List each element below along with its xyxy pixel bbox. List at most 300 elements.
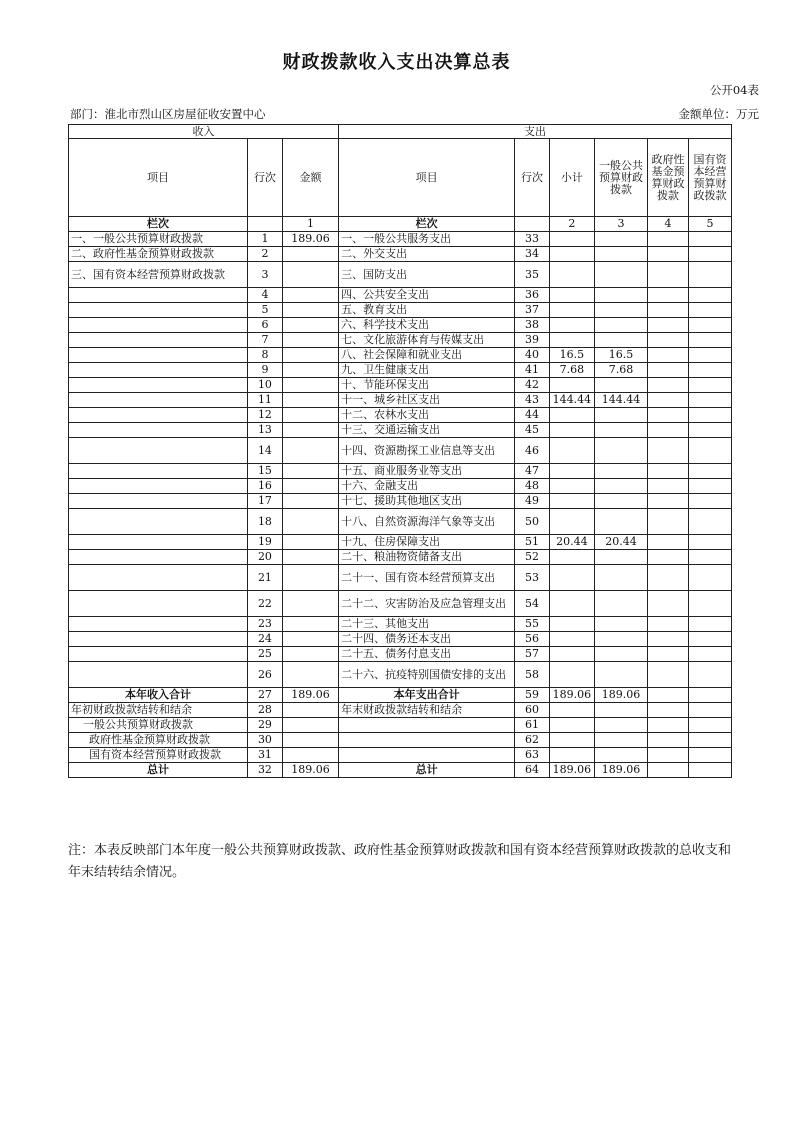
expense-row-no: 42 [515,378,550,393]
table-row [69,703,732,718]
income-item [69,617,248,632]
expense-item: 二十二、灾害防治及应急管理支出 [339,591,515,617]
table-row [69,464,732,479]
expense-row-no: 63 [515,748,550,763]
expense-item: 十一、城乡社区支出 [339,393,515,408]
income-amount [282,363,338,378]
gov-fund-amount [648,550,689,565]
gen-budget-amount: 7.68 [594,363,647,378]
gen-budget-amount [594,408,647,423]
income-amount [282,438,338,464]
state-capital-amount [688,408,731,423]
expense-row-no: 38 [515,318,550,333]
gov-fund-amount [648,763,689,778]
income-item [69,479,248,494]
income-item: 三、国有资本经营预算财政拨款 [69,262,248,288]
table-row [69,333,732,348]
gov-fund-amount [648,703,689,718]
expense-subtotal: 16.5 [549,348,594,363]
income-row-no: 12 [248,408,283,423]
state-capital-amount [688,464,731,479]
state-capital-amount [688,535,731,550]
expense-item: 二十、粮油物资储备支出 [339,550,515,565]
expense-subtotal [549,703,594,718]
gov-fund-header: 政府性基金预算财政拨款 [648,139,689,217]
expense-item-header: 项目 [339,139,515,217]
state-capital-amount [688,438,731,464]
expense-item: 八、社会保障和就业支出 [339,348,515,363]
income-amount [282,378,338,393]
column-no-label-left: 栏次 [69,217,248,232]
state-capital-amount [688,303,731,318]
expense-item [339,718,515,733]
gov-fund-amount [648,363,689,378]
expense-row-no: 47 [515,464,550,479]
gov-fund-amount [648,438,689,464]
income-row-no: 15 [248,464,283,479]
expense-subtotal [549,318,594,333]
state-capital-amount [688,479,731,494]
expense-item: 三、国防支出 [339,262,515,288]
gov-fund-amount [648,303,689,318]
state-capital-amount [688,393,731,408]
state-capital-amount [688,288,731,303]
expense-subtotal [549,464,594,479]
expense-row-no: 40 [515,348,550,363]
gov-fund-amount [648,617,689,632]
budget-table [68,124,732,778]
income-amount [282,591,338,617]
col5-number: 5 [688,217,731,232]
income-item [69,303,248,318]
expense-item: 一、一般公共服务支出 [339,232,515,247]
state-capital-amount [688,748,731,763]
gov-fund-amount [648,262,689,288]
gen-budget-amount [594,247,647,262]
income-amount [282,535,338,550]
income-amount [282,550,338,565]
income-amount [282,748,338,763]
expense-subtotal: 20.44 [549,535,594,550]
table-row [69,393,732,408]
income-row-no: 2 [248,247,283,262]
gen-budget-amount [594,232,647,247]
expense-item: 年末财政拨款结转和结余 [339,703,515,718]
expense-subtotal [549,333,594,348]
gen-budget-amount [594,303,647,318]
expense-item: 十六、金融支出 [339,479,515,494]
expense-row-no: 36 [515,288,550,303]
expense-row-no: 45 [515,423,550,438]
income-row-no: 21 [248,565,283,591]
income-item [69,464,248,479]
table-row [69,423,732,438]
expense-item: 十三、交通运输支出 [339,423,515,438]
expense-row-no: 35 [515,262,550,288]
expense-item: 二十四、债务还本支出 [339,632,515,647]
expense-subtotal: 189.06 [549,688,594,703]
table-row [69,718,732,733]
income-item [69,363,248,378]
table-row [69,348,732,363]
income-row-no: 7 [248,333,283,348]
gen-budget-amount [594,464,647,479]
income-header: 收入 [69,125,339,139]
table-row [69,438,732,464]
gen-budget-header: 一般公共预算财政拨款 [594,139,647,217]
income-amount [282,647,338,662]
gen-budget-amount [594,718,647,733]
gov-fund-amount [648,333,689,348]
income-item [69,288,248,303]
state-capital-amount [688,333,731,348]
expense-row-no: 54 [515,591,550,617]
gov-fund-amount [648,494,689,509]
table-row [69,763,732,778]
income-row-no: 6 [248,318,283,333]
state-capital-amount [688,247,731,262]
col4-number: 4 [648,217,689,232]
income-item [69,509,248,535]
expense-row-no: 48 [515,479,550,494]
gov-fund-amount [648,348,689,363]
expense-item: 十五、商业服务业等支出 [339,464,515,479]
expense-row-no: 57 [515,647,550,662]
expense-subtotal [549,662,594,688]
income-amount [282,318,338,333]
table-row [69,662,732,688]
income-amount [282,303,338,318]
income-amount [282,632,338,647]
income-item [69,550,248,565]
expense-subtotal: 189.06 [549,763,594,778]
income-item [69,647,248,662]
expense-row-no: 34 [515,247,550,262]
income-amount [282,333,338,348]
income-row-no-header: 行次 [248,139,283,217]
expense-row-no: 62 [515,733,550,748]
state-capital-amount [688,718,731,733]
income-item [69,565,248,591]
income-amount [282,494,338,509]
income-item: 一般公共预算财政拨款 [69,718,248,733]
gen-budget-amount [594,748,647,763]
state-capital-amount [688,565,731,591]
gen-budget-amount [594,703,647,718]
gen-budget-amount [594,333,647,348]
table-row [69,632,732,647]
income-row-no: 1 [248,232,283,247]
expense-subtotal [549,232,594,247]
gen-budget-amount [594,423,647,438]
state-capital-amount [688,763,731,778]
table-row [69,550,732,565]
state-capital-amount [688,632,731,647]
expense-subtotal [549,247,594,262]
expense-row-no: 60 [515,703,550,718]
table-row [69,535,732,550]
gov-fund-amount [648,423,689,438]
income-item: 二、政府性基金预算财政拨款 [69,247,248,262]
gen-budget-amount [594,647,647,662]
expense-item: 总计 [339,763,515,778]
expense-subtotal [549,378,594,393]
expense-row-no: 37 [515,303,550,318]
gen-budget-amount: 189.06 [594,688,647,703]
income-row-no: 25 [248,647,283,662]
income-amount [282,479,338,494]
income-amount [282,718,338,733]
expense-row-no: 51 [515,535,550,550]
gov-fund-amount [648,288,689,303]
income-item [69,494,248,509]
table-row [69,591,732,617]
income-amount: 189.06 [282,763,338,778]
gen-budget-amount [594,662,647,688]
expense-subtotal [549,550,594,565]
expense-row-no: 39 [515,333,550,348]
income-amount [282,247,338,262]
expense-subtotal [549,423,594,438]
income-item [69,348,248,363]
table-note: 注：本表反映部门本年度一般公共预算财政拨款、政府性基金预算财政拨款和国有资本经营预算财政拨款的总收支和年末结转结余情况。 [68,843,732,880]
expense-header: 支出 [339,125,732,139]
gen-budget-amount: 189.06 [594,763,647,778]
gen-budget-amount [594,438,647,464]
state-capital-amount [688,378,731,393]
income-amount [282,348,338,363]
gov-fund-amount [648,647,689,662]
expense-row-no: 49 [515,494,550,509]
gov-fund-amount [648,408,689,423]
form-code: 公开04表 [709,83,759,97]
expense-row-no: 53 [515,565,550,591]
gov-fund-amount [648,591,689,617]
income-row-no: 26 [248,662,283,688]
table-row [69,247,732,262]
state-capital-amount [688,591,731,617]
expense-subtotal [549,591,594,617]
gov-fund-amount [648,509,689,535]
expense-subtotal [549,617,594,632]
subtotal-header: 小计 [549,139,594,217]
state-capital-amount [688,423,731,438]
table-row [69,748,732,763]
expense-row-no: 50 [515,509,550,535]
table-row [69,303,732,318]
income-item: 国有资本经营预算财政拨款 [69,748,248,763]
income-item [69,438,248,464]
gov-fund-amount [648,733,689,748]
table-row [69,617,732,632]
gen-budget-amount [594,591,647,617]
column-no-label-right: 栏次 [339,217,515,232]
gov-fund-amount [648,464,689,479]
unit-label: 金额单位：万元 [678,107,759,121]
expense-item: 九、卫生健康支出 [339,363,515,378]
income-row-no: 9 [248,363,283,378]
expense-item: 十八、自然资源海洋气象等支出 [339,509,515,535]
expense-row-no: 56 [515,632,550,647]
income-row-no: 32 [248,763,283,778]
gov-fund-amount [648,247,689,262]
page-title: 财政拨款收入支出决算总表 [282,52,511,73]
expense-row-no: 59 [515,688,550,703]
income-row-no: 5 [248,303,283,318]
income-amount [282,423,338,438]
col2-number: 2 [549,217,594,232]
expense-subtotal [549,303,594,318]
expense-subtotal [549,733,594,748]
income-amount [282,617,338,632]
expense-item: 十七、援助其他地区支出 [339,494,515,509]
income-row-no: 11 [248,393,283,408]
state-capital-amount [688,232,731,247]
expense-row-no: 58 [515,662,550,688]
gov-fund-amount [648,565,689,591]
income-amount [282,393,338,408]
expense-item: 二十三、其他支出 [339,617,515,632]
expense-subtotal: 7.68 [549,363,594,378]
state-capital-amount [688,494,731,509]
income-item [69,632,248,647]
income-item [69,408,248,423]
expense-item: 十二、农林水支出 [339,408,515,423]
expense-row-no-header: 行次 [515,139,550,217]
expense-row-no: 43 [515,393,550,408]
income-row-no: 19 [248,535,283,550]
income-item: 一、一般公共预算财政拨款 [69,232,248,247]
expense-subtotal [549,632,594,647]
expense-subtotal [549,748,594,763]
col3-number: 3 [594,217,647,232]
income-amount [282,733,338,748]
expense-subtotal [549,509,594,535]
state-capital-amount [688,262,731,288]
table-row [69,494,732,509]
income-row-no: 28 [248,703,283,718]
table-row [69,408,732,423]
income-item: 本年收入合计 [69,688,248,703]
expense-subtotal [549,408,594,423]
income-item: 总计 [69,763,248,778]
gov-fund-amount [648,632,689,647]
income-row-no: 22 [248,591,283,617]
income-item [69,318,248,333]
table-row [69,318,732,333]
table-row [69,565,732,591]
income-item [69,423,248,438]
table-row [69,647,732,662]
expense-subtotal [549,288,594,303]
table-row [69,288,732,303]
income-amount: 189.06 [282,688,338,703]
expense-item: 二十五、债务付息支出 [339,647,515,662]
gen-budget-amount [594,318,647,333]
expense-item [339,748,515,763]
income-item [69,393,248,408]
income-amount-header: 金额 [282,139,338,217]
income-item [69,333,248,348]
expense-row-no: 44 [515,408,550,423]
state-capital-amount [688,688,731,703]
income-row-no: 14 [248,438,283,464]
gen-budget-amount [594,378,647,393]
income-row-no: 29 [248,718,283,733]
table-row [69,363,732,378]
expense-row-no: 55 [515,617,550,632]
income-row-no: 27 [248,688,283,703]
expense-subtotal [549,479,594,494]
state-capital-amount [688,703,731,718]
expense-row-no: 41 [515,363,550,378]
income-item [69,591,248,617]
income-item [69,378,248,393]
expense-item: 四、公共安全支出 [339,288,515,303]
table-row [69,733,732,748]
state-capital-amount [688,509,731,535]
table-row [69,479,732,494]
gov-fund-amount [648,718,689,733]
expense-item: 七、文化旅游体育与传媒支出 [339,333,515,348]
income-row-no: 16 [248,479,283,494]
table-row [69,378,732,393]
expense-subtotal [549,718,594,733]
state-capital-header: 国有资本经营预算财政拨款 [688,139,731,217]
state-capital-amount [688,363,731,378]
gen-budget-amount [594,262,647,288]
state-capital-amount [688,318,731,333]
income-item: 年初财政拨款结转和结余 [69,703,248,718]
income-amount [282,509,338,535]
income-row-no: 8 [248,348,283,363]
state-capital-amount [688,733,731,748]
table-row [69,509,732,535]
table-row [69,262,732,288]
gov-fund-amount [648,232,689,247]
income-row-no: 30 [248,733,283,748]
income-amount [282,565,338,591]
income-amount [282,288,338,303]
gov-fund-amount [648,479,689,494]
gov-fund-amount [648,662,689,688]
gen-budget-amount: 16.5 [594,348,647,363]
gen-budget-amount: 144.44 [594,393,647,408]
income-item [69,662,248,688]
income-row-no: 3 [248,262,283,288]
expense-row-no: 52 [515,550,550,565]
income-item [69,535,248,550]
income-row-no: 4 [248,288,283,303]
col1-number: 1 [282,217,338,232]
gen-budget-amount [594,494,647,509]
gen-budget-amount [594,550,647,565]
income-amount [282,262,338,288]
gen-budget-amount [594,733,647,748]
gen-budget-amount [594,479,647,494]
expense-row-no: 64 [515,763,550,778]
gov-fund-amount [648,535,689,550]
income-amount [282,464,338,479]
gov-fund-amount [648,378,689,393]
income-amount [282,662,338,688]
expense-row-no: 33 [515,232,550,247]
income-amount [282,703,338,718]
income-item: 政府性基金预算财政拨款 [69,733,248,748]
expense-item: 二十六、抗疫特别国债安排的支出 [339,662,515,688]
income-row-no: 20 [248,550,283,565]
department-label: 部门：淮北市烈山区房屋征收安置中心 [70,107,266,121]
